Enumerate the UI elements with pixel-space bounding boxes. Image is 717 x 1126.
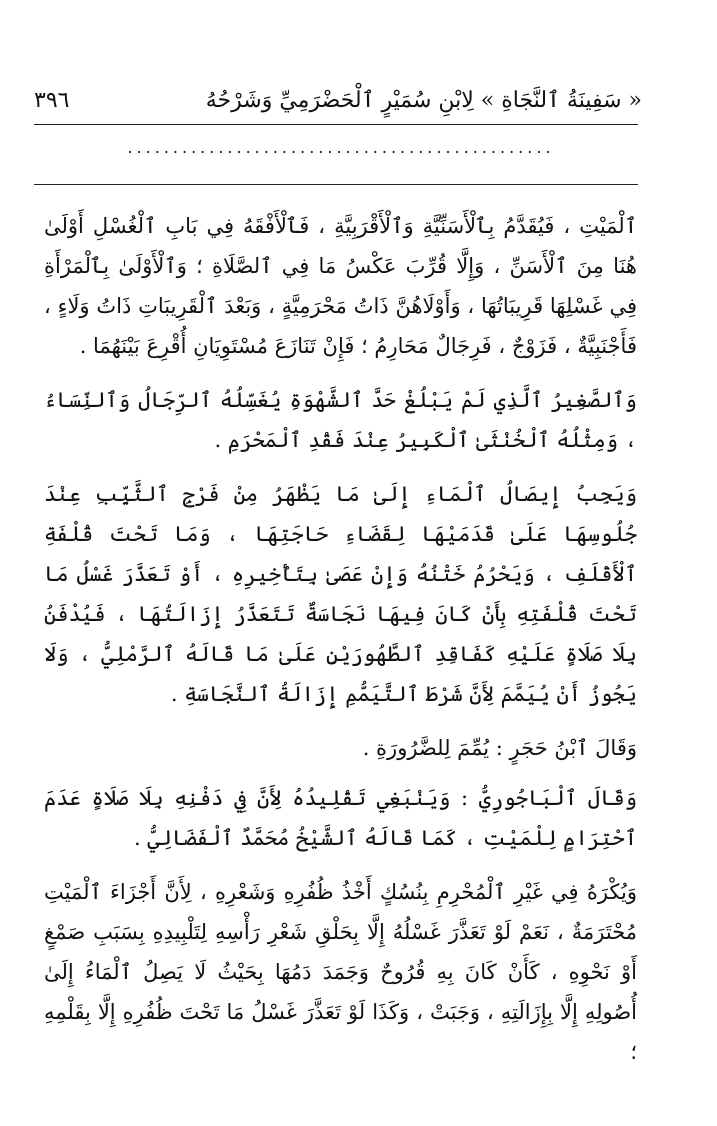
separator-rule xyxy=(34,184,638,185)
ellipsis-separator: ............................................... xyxy=(127,138,555,157)
paragraph-2: وَٱلصَّغِيرُ ٱلَّذِي لَمْ يَبْلُغْ حَدَّ ٱلشَّهْوَةِ يُغَسِّلُهُ ٱلرِّجَالُ وَٱلنِّسَاءُ ، وَمِثْلُهُ ٱلْخُنْثَىٰ ٱلْكَبِيرُ عِنْدَ فَقْدِ ٱلْمَحْرَمِ . xyxy=(44,388,637,452)
paragraph-6: وَيُكْرَهُ فِي غَيْرِ ٱلْمُحْرِمِ بِنُسُكٍ أَخْذُ ظُفُرِهِ وَشَعْرِهِ ، لِأَنَّ أَجْزَاءَ ٱلْمَيْتِ مُحْتَرَمَةٌ ، نَعَمْ لَوْ تَعَذَّرَ غَسْلُهُ إِلَّا بِحَلْقِ شَعْرِ رَأْسِهِ لِتَلْبِيدِهِ بِسَبَبِ صَمْغٍ أَوْ نَحْوِهِ ، كَأَنْ كَانَ بِهِ قُرُوحٌ وَجَمَدَ دَمُهَا بِحَيْثُ لَا يَصِلُ ٱلْمَاءُ إِلَىٰ أُصُولِهِ إِلَّا بِإِزَالَتِهِ ، وَجَبَتْ ، وَكَذَا لَوْ تَعَذَّرَ غَسْلُ مَا تَحْتَ ظُفُرِهِ إِلَّا بِقَلْمِهِ ؛ xyxy=(44,880,637,1064)
body-text xyxy=(44,206,637,1086)
paragraph-3: وَيَجِبُ إِيصَالُ ٱلْمَاءِ إِلَىٰ مَا يَظْهَرُ مِنْ فَرْجِ ٱلثَّيِّبِ عِنْدَ جُلُوسِهَا عَلَىٰ قَدَمَيْهَا لِقَضَاءِ حَاجَتِهَا ، وَمَا تَحْتَ قُلْفَةِ ٱلْأَقْلَفِ ، وَيَحْرُمُ خَتْنُهُ وَإِنْ عَصَىٰ بِتَأْخِيرِهِ ، أَوْ تَعَذَّرَ غَسْلُ مَا تَحْتَ قُلْفَتِهِ بِأَنْ كَانَ فِيهَا نَجَاسَةٌ تَتَعَذَّرُ إِزَالَتُهَا ، فَيُدْفَنُ بِلَا صَلَاةٍ عَلَيْهِ كَفَاقِدِ ٱلطَّهُورَيْنِ عَلَىٰ مَا قَالَهُ ٱلرَّمْلِيُّ ، وَلَا يَجُوزُ أَنْ يُيَمَّمَ لِأَنَّ شَرْطَ ٱلتَّيَمُّمِ إِزَالَةُ ٱلنَّجَاسَةِ . xyxy=(44,482,637,706)
paragraph-4: وَقَالَ ٱبْنُ حَجَرٍ : يُمِّمَ لِلضَّرُورَةِ . xyxy=(362,736,637,760)
page-header xyxy=(34,72,642,112)
paragraph-1: ٱلْمَيْتِ ، فَيُقَدَّمُ بِٱلْأَسَنِّيَّةِ وَٱلْأَقْرَبِيَّةِ ، فَٱلْأَفْقَهُ فِي بَابِ ٱلْغُسْلِ أَوْلَىٰ هُنَا مِنَ ٱلْأَسَنِّ ، وَإِلَّا قُرِّبَ عَكْسُ مَا فِي ٱلصَّلَاةِ ؛ وَٱلْأَوْلَىٰ بِٱلْمَرْأَةِ فِي غَسْلِهَا قَرِيبَاتُهَا ، وَأَوْلَاهُنَّ ذَاتُ مَحْرَمِيَّةٍ ، وَبَعْدَ ٱلْقَرِيبَاتِ ذَاتُ وَلَاءٍ ، فَأَجْنَبِيَّةٌ ، فَزَوْجٌ ، فَرِجَالٌ مَحَارِمُ ؛ فَإِنْ تَنَازَعَ مُسْتَوِيَانِ أُقْرِعَ بَيْنَهُمَا . xyxy=(44,214,637,358)
page-number: ٣٩٦ xyxy=(34,88,70,113)
running-title: « سَفِينَةُ ٱلنَّجَاةِ » لِابْنِ سُمَيْرٍ ٱلْحَضْرَمِيِّ وَشَرْحُهُ xyxy=(205,88,642,113)
header-rule xyxy=(34,124,638,125)
paragraph-5: وَقَالَ ٱلْبَاجُورِيُّ : وَيَنْبَغِي تَقْلِيدُهُ لِأَنَّ فِي دَفْنِهِ بِلَا صَلَاةٍ عَدَمَ ٱحْتِرَامٍ لِلْمَيْتِ ، كَمَا قَالَهُ ٱلشَّيْخُ مُحَمَّدٌ ٱلْفَضَالِيُّ . xyxy=(44,786,637,850)
